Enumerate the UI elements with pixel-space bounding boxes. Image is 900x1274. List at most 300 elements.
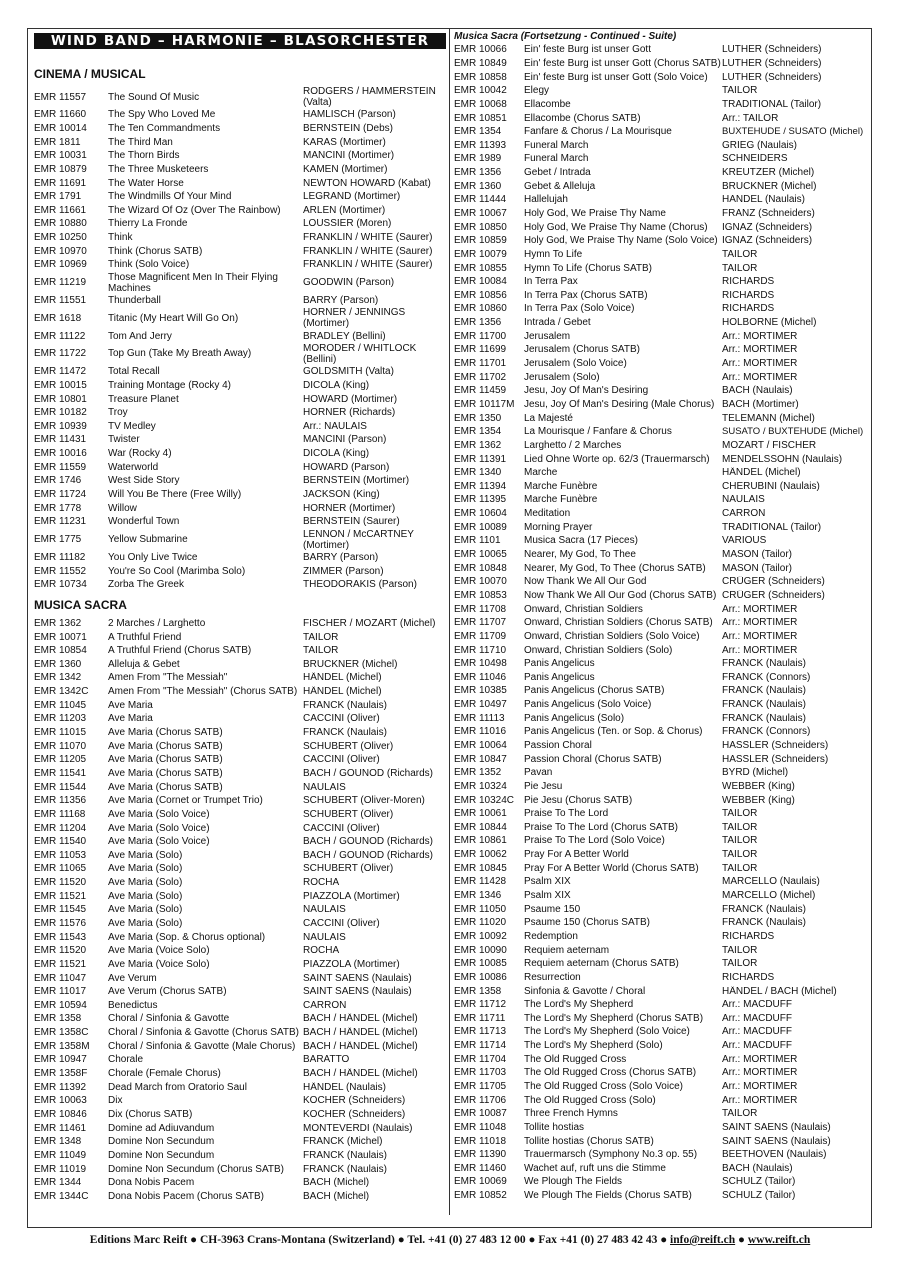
catalog-row [454, 902, 866, 916]
section-title-sacra: MUSICA SACRA [34, 597, 127, 612]
row-comp: SAINT SAENS (Naulais) [722, 1135, 831, 1147]
row-title: Onward, Christian Soldiers (Chorus SATB) [524, 617, 713, 629]
row-comp: BACH / GOUNOD (Richards) [303, 836, 434, 848]
row-code: EMR 11472 [34, 366, 87, 378]
row-comp: TAILOR [722, 862, 758, 874]
row-comp: TAILOR [722, 835, 758, 847]
row-title: The Old Rugged Cross (Chorus SATB) [524, 1067, 697, 1079]
row-title: Ave Maria (Sop. & Chorus optional) [108, 931, 266, 943]
row-code: EMR 1354 [454, 426, 502, 438]
row-code: EMR 11552 [34, 565, 87, 577]
row-title: Ave Maria (Solo) [108, 917, 183, 929]
row-title: Wonderful Town [108, 516, 180, 528]
row-comp: Arr.: MORTIMER [722, 1067, 798, 1079]
row-code: EMR 11545 [34, 904, 87, 916]
row-comp: SCHUBERT (Oliver-Moren) [303, 795, 425, 807]
row-comp: MANCINI (Parson) [303, 434, 387, 446]
row-comp: BEETHOVEN (Naulais) [722, 1149, 827, 1161]
row-comp: BACH / HÄNDEL (Michel) [303, 1027, 418, 1039]
row-comp: TAILOR [722, 944, 758, 956]
row-comp: BACH / HÄNDEL (Michel) [303, 1040, 418, 1052]
catalog-row [34, 294, 446, 308]
row-comp: Arr.: MORTIMER [722, 1081, 798, 1092]
row-code: EMR 11231 [34, 516, 87, 528]
row-comp: RICHARDS [722, 276, 775, 288]
row-comp: BACH / GOUNOD (Richards) [303, 849, 434, 861]
row-code: EMR 11204 [34, 822, 87, 834]
row-title: Ave Maria (Voice Solo) [108, 945, 210, 957]
row-title: Panis Angelicus (Chorus SATB) [524, 685, 665, 697]
row-title: Ein' feste Burg ist unser Gott (Chorus SATB) [524, 57, 721, 69]
row-comp: Arr.: MORTIMER [722, 603, 798, 615]
row-title: Holy God, We Praise Thy Name [524, 208, 666, 219]
row-code: EMR 10939 [34, 420, 87, 432]
row-code: EMR 10970 [34, 245, 87, 257]
row-title: Twister [108, 434, 140, 446]
row-title: Thierry La Fronde [108, 218, 188, 230]
row-comp: MARCELLO (Michel) [722, 890, 816, 902]
catalog-row [454, 1107, 866, 1121]
left-column [34, 29, 446, 1203]
catalog-row [454, 1189, 866, 1203]
row-code: EMR 11356 [34, 795, 87, 807]
catalog-row [454, 998, 866, 1012]
row-code: EMR 10947 [34, 1054, 87, 1066]
row-title: Psalm XIX [524, 876, 571, 888]
row-code: EMR 11444 [454, 194, 507, 206]
row-title: Jesu, Joy Of Man's Desiring (Male Chorus) [524, 398, 715, 410]
row-comp: MASON (Tailor) [722, 562, 793, 574]
row-title: Domine ad Adiuvandum [108, 1122, 215, 1134]
catalog-row [34, 671, 446, 685]
row-code: EMR 1618 [34, 312, 82, 324]
row-code: EMR 10497 [454, 699, 507, 711]
row-title: The Lord's My Shepherd (Solo) [524, 1040, 663, 1052]
row-comp: TRADITIONAL (Tailor) [722, 98, 822, 110]
row-comp: FISCHER / MOZART (Michel) [303, 617, 436, 629]
row-code: EMR 11168 [34, 808, 86, 820]
catalog-row [34, 108, 446, 122]
row-comp: FRANCK (Naulais) [722, 658, 806, 670]
row-title: In Terra Pax (Solo Voice) [524, 303, 635, 315]
row-comp: LEGRAND (Mortimer) [303, 191, 401, 203]
row-code: EMR 11049 [34, 1149, 87, 1161]
row-code: EMR 11520 [34, 877, 87, 889]
row-title: Marche Funèbre [524, 494, 598, 506]
catalog-row [34, 958, 446, 972]
row-title: Domine Non Secundum [108, 1136, 215, 1148]
row-comp: RICHARDS [722, 289, 775, 301]
row-title: Troy [108, 407, 128, 419]
catalog-row [34, 712, 446, 726]
catalog-row [34, 658, 446, 672]
footer-web-link[interactable]: www.reift.ch [747, 1234, 811, 1246]
row-code: EMR 11520 [34, 945, 87, 957]
row-title: Ave Maria (Solo) [108, 863, 183, 875]
row-comp: KAMEN (Mortimer) [303, 163, 388, 175]
row-title: Benedictus [108, 999, 158, 1011]
row-title: Trauermarsch (Symphony No.3 op. 55) [524, 1149, 698, 1161]
row-comp: WEBBER (King) [722, 780, 795, 792]
row-comp: Arr.: MORTIMER [722, 330, 798, 342]
catalog-row [34, 971, 446, 985]
row-title: Amen From "The Messiah" (Chorus SATB) [108, 686, 298, 698]
row-title: The Water Horse [108, 177, 184, 189]
row-title: Alleluja & Gebet [108, 658, 180, 670]
catalog-row [454, 261, 866, 275]
catalog-row [454, 70, 866, 84]
row-title: The Old Rugged Cross [524, 1053, 627, 1065]
row-title: Tom And Jerry [108, 330, 172, 342]
row-comp: BACH / GOUNOD (Richards) [303, 767, 434, 779]
row-comp: CACCINI (Oliver) [303, 822, 380, 834]
row-title: 2 Marches / Larghetto [108, 617, 206, 629]
catalog-row [34, 231, 446, 245]
row-comp: Arr.: MORTIMER [722, 344, 798, 356]
row-code: EMR 10014 [34, 122, 87, 134]
row-comp: ROCHA [303, 877, 340, 889]
row-title: TV Medley [108, 420, 156, 432]
catalog-row [34, 420, 446, 434]
row-comp: SCHULZ (Tailor) [722, 1190, 796, 1202]
row-comp: TELEMANN (Michel) [722, 412, 815, 424]
row-code: EMR 10847 [454, 753, 507, 765]
row-comp: BACH / HÄNDEL (Michel) [303, 1013, 418, 1025]
row-comp: TAILOR [722, 958, 758, 970]
row-code: EMR 10801 [34, 393, 87, 405]
section-title-cinema: CINEMA / MUSICAL [34, 67, 146, 81]
catalog-row [34, 343, 446, 365]
row-title: Dead March from Oratorio Saul [108, 1081, 247, 1093]
row-code: EMR 10849 [454, 57, 507, 69]
row-comp: FRANCK (Michel) [303, 1136, 383, 1148]
row-title: Jerusalem [524, 330, 571, 342]
catalog-row [454, 984, 866, 998]
row-code: EMR 1362 [454, 439, 502, 451]
catalog-row [454, 861, 866, 875]
row-code: EMR 11394 [454, 480, 507, 492]
catalog-row [34, 258, 446, 272]
row-code: EMR 11576 [34, 917, 87, 929]
catalog-row [454, 1052, 866, 1066]
row-comp: BACH / HÄNDEL (Michel) [303, 1068, 418, 1080]
catalog-row [454, 943, 866, 957]
row-comp: TAILOR [722, 85, 758, 97]
row-code: EMR 11713 [454, 1026, 507, 1038]
catalog-row [454, 1025, 866, 1039]
row-comp: SAINT SAENS (Naulais) [303, 986, 412, 998]
row-code: EMR 11540 [34, 836, 87, 848]
row-code: EMR 11714 [454, 1040, 507, 1052]
catalog-row [454, 561, 866, 575]
row-title: Ave Maria (Solo Voice) [108, 808, 210, 820]
row-title: We Plough The Fields [524, 1176, 623, 1188]
row-comp: NAULAIS [303, 781, 346, 793]
row-code: EMR 1791 [34, 191, 82, 203]
catalog-row [454, 602, 866, 616]
row-code: EMR 11045 [34, 699, 87, 711]
row-code: EMR 11391 [454, 453, 507, 465]
catalog-row [454, 739, 866, 753]
column-divider [449, 29, 450, 1215]
row-title: Tollite hostias (Chorus SATB) [524, 1135, 654, 1147]
row-comp: SCHULZ (Tailor) [722, 1176, 796, 1188]
catalog-row [454, 1134, 866, 1148]
row-title: Intrada / Gebet [524, 317, 591, 329]
row-title: Ave Maria [108, 699, 153, 711]
row-code: EMR 10594 [34, 999, 87, 1011]
catalog-row [454, 370, 866, 384]
catalog-row [454, 1148, 866, 1162]
row-title: Hallelujah [524, 194, 568, 206]
row-title: Willow [108, 502, 137, 514]
catalog-row [34, 515, 446, 529]
row-title: Marche Funèbre [524, 480, 598, 492]
row-title: The Spy Who Loved Me [108, 109, 216, 121]
row-code: EMR 1101 [454, 535, 501, 547]
row-title: Psaume 150 [524, 903, 581, 915]
row-comp: MONTEVERDI (Naulais) [303, 1122, 413, 1134]
row-comp: FRANCK (Naulais) [722, 685, 806, 697]
row-comp: DICOLA (King) [303, 379, 370, 391]
row-comp: TAILOR [722, 262, 758, 274]
row-code: EMR 10079 [454, 248, 507, 260]
catalog-row [454, 425, 866, 439]
catalog-row [34, 999, 446, 1013]
catalog-row [34, 176, 446, 190]
row-comp: CACCINI (Oliver) [303, 713, 380, 725]
row-code: EMR 10734 [34, 579, 87, 591]
row-code: EMR 10853 [454, 589, 507, 601]
row-title: Holy God, We Praise Thy Name (Chorus) [524, 221, 708, 233]
row-comp: HOLBORNE (Michel) [722, 317, 817, 329]
row-code: EMR 1358 [454, 985, 502, 997]
row-code: EMR 11205 [34, 754, 87, 766]
row-title: Praise To The Lord [524, 808, 609, 820]
row-comp: HAMLISCH (Parson) [303, 109, 396, 121]
sacra-list [34, 617, 446, 1204]
row-comp: HASSLER (Schneiders) [722, 739, 829, 751]
catalog-row [34, 244, 446, 258]
catalog-row [454, 507, 866, 521]
footer-email-link[interactable]: info@reift.ch [670, 1234, 736, 1246]
row-title: Ave Maria [108, 713, 153, 725]
catalog-row [34, 406, 446, 420]
row-comp: RICHARDS [722, 971, 775, 983]
row-code: EMR 10324C [454, 794, 515, 806]
catalog-row [454, 657, 866, 671]
row-comp: FRANCK (Naulais) [303, 727, 387, 739]
row-title: Dona Nobis Pacem (Chorus SATB) [108, 1190, 264, 1202]
row-comp: WEBBER (King) [722, 794, 795, 806]
row-comp: CACCINI (Oliver) [303, 917, 380, 929]
row-title: The Lord's My Shepherd [524, 999, 634, 1011]
row-comp: TAILOR [722, 1108, 758, 1120]
row-comp: Arr.: MACDUFF [722, 1012, 792, 1024]
row-code: EMR 10015 [34, 379, 87, 391]
catalog-row [34, 917, 446, 931]
row-title: Think (Solo Voice) [108, 259, 190, 271]
row-code: EMR 10880 [34, 218, 87, 230]
row-title: Pray For A Better World [524, 849, 629, 861]
row-title: Now Thank We All Our God [524, 576, 647, 588]
row-comp: BRUCKNER (Michel) [303, 658, 398, 670]
row-code: EMR 11703 [454, 1067, 507, 1079]
row-title: Ave Maria (Cornet or Trumpet Trio) [108, 795, 263, 807]
catalog-row [34, 86, 446, 108]
catalog-row [454, 411, 866, 425]
row-title: West Side Story [108, 475, 180, 487]
row-code: EMR 11705 [454, 1081, 507, 1092]
catalog-row [454, 725, 866, 739]
row-title: The Ten Commandments [108, 122, 221, 134]
catalog-row [34, 753, 446, 767]
catalog-row [34, 217, 446, 231]
row-code: EMR 1360 [454, 180, 502, 192]
row-comp: KOCHER (Schneiders) [303, 1095, 406, 1107]
row-comp: MASON (Tailor) [722, 549, 793, 561]
row-comp: JACKSON (King) [303, 489, 380, 501]
row-code: EMR 11459 [454, 385, 507, 397]
row-title: Ave Maria (Solo) [108, 877, 183, 889]
row-comp: TAILOR [722, 821, 758, 833]
row-code: EMR 11113 [454, 712, 505, 724]
row-code: EMR 11707 [454, 617, 507, 629]
row-title: Meditation [524, 508, 571, 520]
row-title: Pie Jesu (Chorus SATB) [524, 794, 633, 806]
catalog-row [454, 207, 866, 221]
catalog-row [34, 379, 446, 393]
row-code: EMR 1811 [34, 136, 81, 148]
catalog-row [34, 1080, 446, 1094]
row-comp: FRANCK (Naulais) [303, 1149, 387, 1161]
catalog-row [454, 466, 866, 480]
footer-tel: Tel. +41 (0) 27 483 12 00 [407, 1234, 526, 1246]
catalog-row [34, 578, 446, 592]
row-comp: FRANCK (Naulais) [722, 699, 806, 711]
row-comp: BACH (Michel) [303, 1190, 370, 1202]
catalog-row [34, 985, 446, 999]
row-code: EMR 11543 [34, 931, 87, 943]
row-title: Nearer, My God, To Thee (Chorus SATB) [524, 562, 706, 574]
row-title: Amen From "The Messiah" [108, 672, 228, 684]
row-comp: LUTHER (Schneiders) [722, 71, 822, 83]
row-comp: SCHUBERT (Oliver) [303, 740, 394, 752]
row-title: Think (Chorus SATB) [108, 245, 203, 257]
row-comp: BUXTEHUDE / SUSATO (Michel) [722, 126, 864, 138]
row-title: Panis Angelicus [524, 658, 595, 670]
row-code: EMR 10067 [454, 208, 507, 219]
catalog-row [454, 834, 866, 848]
catalog-row [34, 149, 446, 163]
catalog-row [454, 766, 866, 780]
catalog-row [454, 84, 866, 98]
row-title: Ellacombe [524, 98, 571, 110]
catalog-row [454, 889, 866, 903]
catalog-row [454, 752, 866, 766]
row-title: Chorale (Female Chorus) [108, 1068, 221, 1080]
row-code: EMR 1352 [454, 767, 502, 779]
row-comp: LENNON / McCARTNEY (Mortimer) [303, 528, 414, 551]
row-code: EMR 1348 [34, 1136, 82, 1148]
row-code: EMR 1342 [34, 672, 82, 684]
footer-fax: Fax +41 (0) 27 483 42 43 [538, 1234, 658, 1246]
catalog-row [454, 111, 866, 125]
row-title: The Sound Of Music [108, 91, 200, 103]
row-title: La Mourisque / Fanfare & Chorus [524, 426, 672, 438]
row-code: EMR 11724 [34, 489, 87, 501]
catalog-row [34, 163, 446, 177]
catalog-row [454, 480, 866, 494]
row-code: EMR 10856 [454, 289, 507, 301]
row-comp: SUSATO / BUXTEHUDE (Michel) [722, 426, 864, 438]
row-comp: IGNAZ (Schneiders) [722, 235, 813, 247]
catalog-row [34, 272, 446, 294]
row-title: Morning Prayer [524, 521, 593, 533]
row-code: EMR 11661 [34, 204, 87, 216]
row-code: EMR 11704 [454, 1053, 507, 1065]
row-code: EMR 11541 [34, 767, 87, 779]
row-title: Ellacombe (Chorus SATB) [524, 112, 641, 124]
catalog-row [34, 447, 446, 461]
row-comp: MOZART / FISCHER [722, 439, 817, 451]
catalog-row [454, 848, 866, 862]
row-comp: CARRON [303, 999, 347, 1011]
row-comp: HORNER / JENNINGS (Mortimer) [303, 307, 406, 330]
row-comp: FRANCK (Naulais) [722, 903, 806, 915]
row-title: Psalm XIX [524, 890, 571, 902]
row-comp: Arr.: MORTIMER [722, 630, 798, 642]
row-title: Lied Ohne Worte op. 62/3 (Trauermarsch) [524, 453, 710, 465]
row-comp: GRIEG (Naulais) [722, 139, 798, 151]
catalog-row [454, 248, 866, 262]
row-title: Funeral March [524, 139, 589, 151]
row-code: EMR 1746 [34, 475, 82, 487]
row-title: Titanic (My Heart Will Go On) [108, 312, 239, 324]
catalog-row [454, 616, 866, 630]
row-title: Elegy [524, 85, 550, 97]
catalog-row [454, 193, 866, 207]
row-comp: MANCINI (Mortimer) [303, 150, 395, 162]
row-code: EMR 10086 [454, 971, 507, 983]
row-code: EMR 11700 [454, 330, 507, 342]
row-code: EMR 11699 [454, 344, 507, 356]
catalog-row [454, 234, 866, 248]
row-title: Jerusalem (Solo Voice) [524, 358, 627, 370]
catalog-row [454, 684, 866, 698]
row-code: EMR 10846 [34, 1108, 87, 1120]
row-code: EMR 11019 [34, 1163, 87, 1175]
catalog-row [34, 617, 446, 631]
row-comp: HORNER (Richards) [303, 407, 396, 419]
row-code: EMR 11702 [454, 371, 507, 383]
row-title: Ave Maria (Chorus SATB) [108, 781, 223, 793]
row-title: Top Gun (Take My Breath Away) [108, 348, 252, 360]
row-title: Ave Maria (Solo Voice) [108, 822, 210, 834]
row-comp: Arr.: MORTIMER [722, 617, 798, 629]
catalog-row [34, 685, 446, 699]
row-code: EMR 1989 [454, 153, 502, 165]
catalog-row [34, 930, 446, 944]
row-title: Onward, Christian Soldiers (Solo Voice) [524, 630, 700, 642]
catalog-row [454, 807, 866, 821]
row-title: You're So Cool (Marimba Solo) [108, 565, 246, 577]
row-title: Chorale [108, 1054, 144, 1066]
catalog-row [454, 711, 866, 725]
row-comp: KOCHER (Schneiders) [303, 1108, 406, 1120]
row-comp: FRANKLIN / WHITE (Saurer) [303, 259, 433, 271]
row-comp: Arr.: NAULAIS [303, 420, 367, 432]
